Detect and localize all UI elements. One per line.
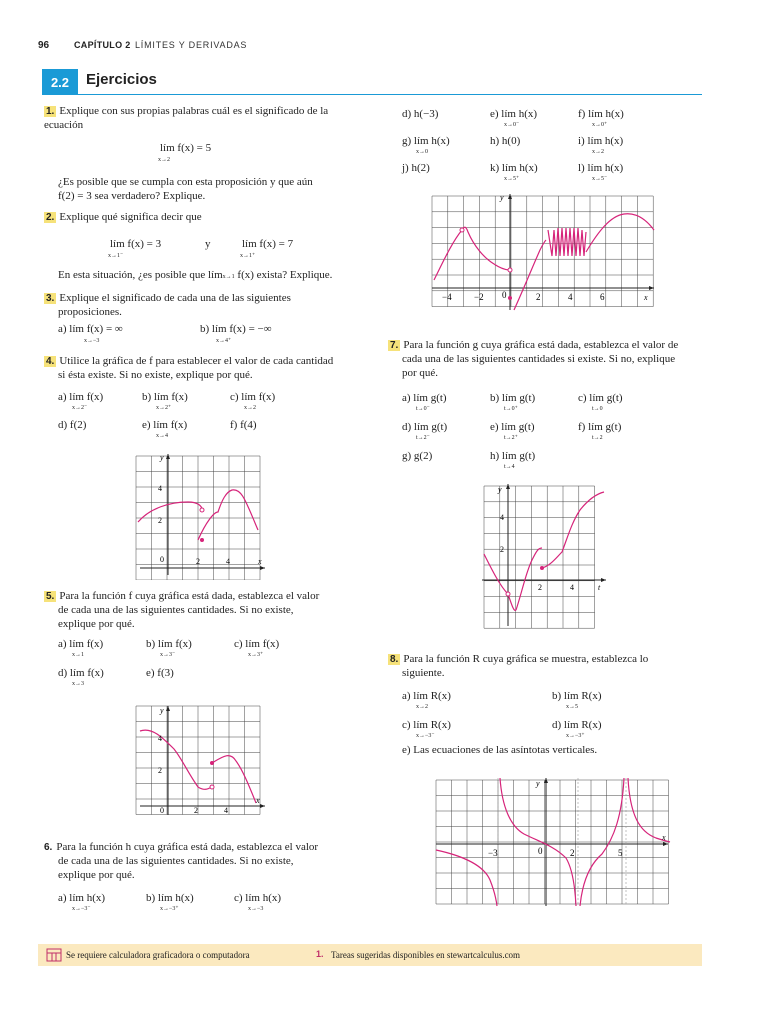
ex7-tick-x4: 4 [570, 583, 574, 592]
ex7-tick-y4: 4 [500, 513, 504, 522]
ex7-item: b) lím g(t) [490, 392, 536, 404]
ex7-item: g) g(2) [402, 450, 433, 462]
footer-num: 1. [316, 949, 324, 959]
ex4-tick-x2: 2 [196, 557, 200, 566]
ex8-item: b) lím R(x) [552, 690, 602, 702]
ex2-formula2-sub: x→1⁺ [240, 253, 256, 259]
ex4-item-sub: x→2⁻ [72, 405, 88, 411]
ex8-item-sub: x→−3⁺ [566, 733, 585, 739]
ex3-text: 3. Explique el significado de cada una de las siguientes [46, 292, 291, 304]
ex7-open-dot [506, 592, 510, 596]
ex2-formula1: lím f(x) = 3 [110, 238, 162, 250]
ex6-item: g) lím h(x) [402, 135, 450, 147]
ex6-item: a) lím h(x) [58, 892, 106, 904]
ex6-tick-x4: 4 [568, 292, 573, 302]
ex4-item: d) f(2) [58, 419, 87, 431]
ex6-open-dot-a [460, 228, 464, 232]
ex4-item-sub: x→2 [244, 405, 256, 411]
ex8-x-label: x [662, 833, 666, 842]
calculator-icon [46, 948, 62, 962]
ex8-grid [436, 780, 669, 904]
section-number: 2.2 [42, 69, 78, 95]
ex6-tick-x2: 2 [536, 292, 541, 302]
ex7-item: d) lím g(t) [402, 421, 448, 433]
ex5-item: a) lím f(x) [58, 638, 104, 650]
ex5-x-label: x [256, 796, 260, 805]
ex5-tick-x2: 2 [194, 806, 198, 815]
ex7-item: f) lím g(t) [578, 421, 622, 433]
ex5-tick-y4: 4 [158, 734, 162, 743]
ex7-item-sub: t→4 [504, 464, 515, 470]
ex1-text: 1. Explique con sus propias palabras cuál es el significado de la ecuación [44, 105, 329, 131]
ex4-open-dot [200, 508, 204, 512]
ex8-origin: 0 [538, 846, 543, 856]
ex8-tick-x5: 5 [618, 848, 623, 858]
ex5-item-sub: x→3⁺ [248, 652, 264, 658]
ex4-item: b) lím f(x) [142, 391, 188, 403]
ex7-tick-y2: 2 [500, 545, 504, 554]
ex1-text3: f(2) = 3 sea verdadero? Explique. [58, 190, 206, 202]
ex8-item-e: e) Las ecuaciones de las asíntotas verticales. [402, 744, 598, 756]
ex7-item-sub: t→0 [592, 406, 603, 412]
ex6-oscillation [548, 228, 586, 256]
ex6-item-sub: x→5⁺ [504, 176, 520, 182]
ex4-item: c) lím f(x) [230, 391, 276, 403]
ex6-number: 6. [44, 842, 53, 853]
ex6-tick-xm4: −4 [442, 292, 452, 302]
ex7-x-label: t [598, 583, 601, 592]
ex6-tick-xm2: −2 [474, 292, 484, 302]
ex3-item-b-sub: x→4⁺ [216, 338, 232, 344]
ex6-y-label: y [500, 193, 504, 202]
ex4-tick-y2: 2 [158, 516, 162, 525]
ex4-curve-right [198, 490, 258, 540]
ex4-number: 4. [46, 356, 55, 367]
ex6-item: e) lím h(x) [490, 108, 538, 120]
ex5-item-sub: x→3⁻ [160, 652, 176, 658]
ex8-graph [434, 776, 674, 908]
ex6-item-sub: x→0⁺ [592, 122, 608, 128]
ex7-number: 7. [390, 340, 399, 351]
ex5-graph [130, 703, 270, 818]
ex7-graph [480, 482, 610, 630]
ex5-number: 5. [46, 591, 55, 602]
ex6-item: b) lím h(x) [146, 892, 194, 904]
ex2-formula2: lím f(x) = 7 [242, 238, 294, 250]
ex4-item-sub: x→4 [156, 433, 168, 439]
section-rule [78, 94, 702, 95]
ex6-graph [428, 192, 660, 314]
ex3-number: 3. [46, 293, 55, 304]
ex6-closed-dot [508, 296, 512, 300]
ex6-item: k) lím h(x) [490, 162, 538, 174]
ex2-text2: En esta situación, ¿es posible que límx→1 f(x) exista? Explique. [58, 269, 333, 281]
page-number: 96 [38, 40, 50, 51]
chapter-title: LÍMITES Y DERIVADAS [135, 40, 248, 50]
ex6-item-sub: x→−3⁺ [160, 906, 179, 912]
ex6-item: h) h(0) [490, 135, 521, 147]
ex7-item: a) lím g(t) [402, 392, 447, 404]
ex8-y-label: y [536, 779, 540, 788]
ex5-text: 5. Para la función f cuya gráfica está dada, establezca el valor [46, 590, 320, 602]
section-title: Ejercicios [86, 71, 157, 88]
ex6-y-arrow [508, 194, 512, 199]
ex5-tick-x4: 4 [224, 806, 228, 815]
ex5-tick-y2: 2 [158, 766, 162, 775]
ex4-item: a) lím f(x) [58, 391, 104, 403]
ex5-closed-dot [210, 761, 214, 765]
ex7-item: h) lím g(t) [490, 450, 536, 462]
ex7-item-sub: t→0⁻ [416, 406, 430, 412]
ex7-item-sub: t→2⁺ [504, 435, 518, 441]
ex4-y-arrow [166, 454, 170, 459]
ex7-item: e) lím g(t) [490, 421, 535, 433]
ex6-item-sub: x→0 [416, 149, 428, 155]
ex7-closed-dot [540, 566, 544, 570]
ex5-item: b) lím f(x) [146, 638, 192, 650]
ex4-text: 4. Utilice la gráfica de f para establecer el valor de cada cantidad [46, 355, 334, 367]
ex6-item: j) h(2) [402, 162, 430, 174]
ex7-tick-x2: 2 [538, 583, 542, 592]
ex7-item-sub: t→2 [592, 435, 603, 441]
ex8-item-sub: x→−3⁻ [416, 733, 435, 739]
ex8-item: a) lím R(x) [402, 690, 451, 702]
ex8-curve-a [436, 850, 497, 906]
ex5-item: d) lím f(x) [58, 667, 104, 679]
ex4-curve-left [138, 502, 202, 522]
ex8-item: d) lím R(x) [552, 719, 602, 731]
ex7-text2: cada una de las siguientes cantidades si existe. Si no, explique [402, 353, 676, 365]
ex2-number: 2. [46, 212, 55, 223]
ex4-tick-y4: 4 [158, 484, 162, 493]
ex1-text2: ¿Es posible que se cumpla con esta proposición y que aún [58, 176, 313, 188]
ex6-item: f) lím h(x) [578, 108, 624, 120]
ex5-curve-left [140, 730, 212, 789]
ex8-number: 8. [390, 654, 399, 665]
chapter-label: CAPÍTULO 2 [74, 40, 131, 50]
ex7-item: c) lím g(t) [578, 392, 623, 404]
ex7-curve-b [516, 548, 542, 610]
ex5-item: c) lím f(x) [234, 638, 280, 650]
ex8-item-sub: x→2 [416, 704, 428, 710]
ex8-text: 8. Para la función R cuya gráfica se muestra, establezca lo [390, 653, 649, 665]
ex7-item-sub: t→0⁺ [504, 406, 518, 412]
ex2-formula1-sub: x→1⁻ [108, 253, 124, 259]
ex3-item-a: a) lím f(x) = ∞ [58, 323, 123, 335]
ex3-item-b: b) lím f(x) = −∞ [200, 323, 272, 335]
ex5-open-dot-low [210, 785, 214, 789]
ex6-item-sub: x→5⁻ [592, 176, 608, 182]
ex4-closed-dot [200, 538, 204, 542]
ex5-x-arrow [260, 804, 265, 808]
ex1-number: 1. [46, 106, 55, 117]
ex4-item: e) lím f(x) [142, 419, 188, 431]
ex8-tick-xm3: −3 [488, 848, 498, 858]
ex7-text: 7. Para la función g cuya gráfica está dada, establezca el valor de [390, 339, 679, 351]
ex6-item-sub: x→−3⁻ [72, 906, 91, 912]
ex4-origin: 0 [160, 555, 164, 564]
ex5-origin: 0 [160, 806, 164, 815]
ex6-item: d) h(−3) [402, 108, 439, 120]
ex4-x-arrow [260, 566, 265, 570]
ex6-x-label: x [644, 293, 648, 302]
ex4-y-label: y [160, 453, 164, 462]
ex5-grid [136, 706, 260, 815]
ex8-tick-x2: 2 [570, 848, 575, 858]
ex5-y-label: y [160, 706, 164, 715]
ex6-item: i) lím h(x) [578, 135, 624, 147]
ex8-item-sub: x→5 [566, 704, 578, 710]
ex3-text2: proposiciones. [58, 306, 122, 318]
ex6-text3: explique por qué. [58, 869, 135, 881]
ex6-tick-x6: 6 [600, 292, 605, 302]
ex7-item-sub: t→2⁻ [416, 435, 430, 441]
ex6-grid [432, 196, 653, 307]
ex6-open-dot-b [508, 268, 512, 272]
ex4-item: f) f(4) [230, 419, 257, 431]
ex4-item-sub: x→2⁺ [156, 405, 172, 411]
ex3-item-a-sub: x→−3 [84, 338, 100, 344]
ex1-formula: lím f(x) = 5 [160, 142, 212, 154]
ex6-item: l) lím h(x) [578, 162, 624, 174]
ex6-curve-left [434, 227, 510, 280]
ex2-text: 2. Explique qué significa decir que [46, 211, 202, 223]
ex6-curve-right [586, 214, 654, 252]
ex7-grid [484, 486, 595, 628]
ex8-item: c) lím R(x) [402, 719, 451, 731]
footer-bar [38, 944, 702, 966]
ex4-x-label: x [258, 557, 262, 566]
ex5-curve-right [212, 756, 256, 803]
ex8-x-arrow [663, 842, 668, 846]
ex6-item-sub: x→0⁻ [504, 122, 520, 128]
ex4-tick-x4: 4 [226, 557, 230, 566]
ex6-item: c) lím h(x) [234, 892, 282, 904]
ex5-item-sub: x→1 [72, 652, 84, 658]
ex7-text3: por qué. [402, 367, 439, 379]
ex7-y-label: y [498, 485, 502, 494]
ex7-x-arrow [601, 578, 606, 582]
ex2-and: y [205, 238, 211, 250]
ex5-text2: de cada una de las siguientes cantidades. Si no existe, [58, 604, 294, 616]
ex5-item: e) f(3) [146, 667, 174, 679]
ex6-item-sub: x→2 [592, 149, 604, 155]
ex4-graph [130, 450, 270, 580]
ex6-text2: de cada una de las siguientes cantidades. Si no existe, [58, 855, 294, 867]
ex6-item-sub: x→−3 [248, 906, 264, 912]
ex6-origin: 0 [502, 290, 507, 300]
ex6-text: 6. Para la función h cuya gráfica está dada, establezca el valor [44, 841, 319, 853]
footer-calc-note: Se requiere calculadora graficadora o computadora [66, 950, 250, 960]
ex7-y-arrow [506, 484, 510, 489]
ex5-y-arrow [166, 706, 170, 711]
ex1-formula-sub: x→2 [158, 157, 170, 163]
footer-hw-note: Tareas sugeridas disponibles en stewartcalculus.com [331, 950, 521, 960]
ex5-item-sub: x→3 [72, 681, 84, 687]
ex5-text3: explique por qué. [58, 618, 135, 630]
ex8-text2: siguiente. [402, 667, 445, 679]
ex4-text2: si ésta existe. Si no existe, explique por qué. [58, 369, 253, 381]
